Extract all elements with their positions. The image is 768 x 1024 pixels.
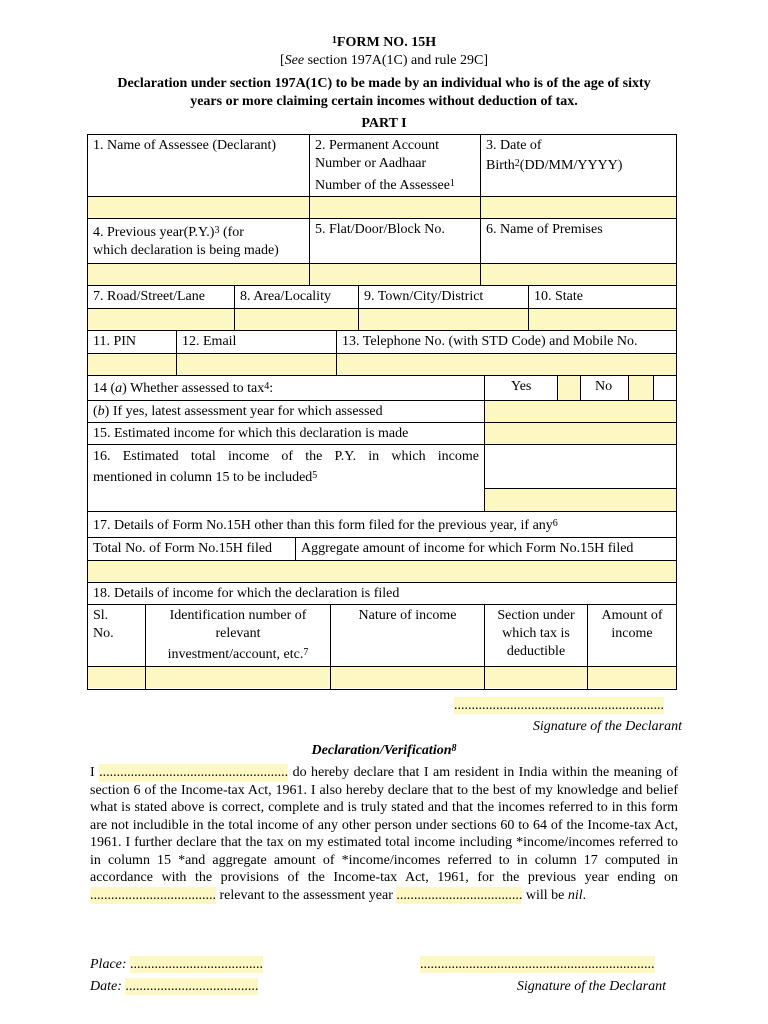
fill-row-4-6[interactable] xyxy=(88,264,676,285)
field-18-label: 18. Details of income for which the declaration is filed xyxy=(93,586,400,601)
signature-label: Signature of the Declarant xyxy=(532,719,682,734)
yes-label: Yes xyxy=(511,379,532,394)
form-reference: [See section 197A(1C) and rule 29C] xyxy=(279,53,489,68)
col-sl-no: Sl. No. xyxy=(93,608,114,641)
fill-row-7-10[interactable] xyxy=(88,309,676,330)
field-17-label: 17. Details of Form No.15H other than this form filed for the previous year, if any$^6$ xyxy=(93,518,558,533)
assessment-year-field[interactable]: .................................... xyxy=(396,887,523,903)
field-2-label: 2. Permanent Account Number or Aadhaar Number of the Assessee$^1$ xyxy=(315,138,455,193)
field-11-label: 11. PIN xyxy=(93,334,137,349)
field-10-label: 10. State xyxy=(534,289,583,304)
yes-checkbox[interactable] xyxy=(557,375,580,400)
no-checkbox[interactable] xyxy=(628,375,653,400)
field-17-aggregate-label: Aggregate amount of income for which Form No.15H filed xyxy=(301,541,634,556)
field-1-label: 1. Name of Assessee (Declarant) xyxy=(93,138,277,153)
place-field[interactable]: ...................................... xyxy=(130,957,264,972)
field-16-label-line2: mentioned in column 15 to be included$^5$ xyxy=(93,470,318,485)
field-8-label: 8. Area/Locality xyxy=(240,289,331,304)
date-row: Date: ...................................... xyxy=(90,979,259,994)
field-17-total-label: Total No. of Form No.15H filed xyxy=(93,541,273,556)
place-row: Place: ...................................... xyxy=(90,957,264,972)
col-section: Section under which tax is deductible xyxy=(497,608,575,659)
field-4-label: 4. Previous $year(P.Y.)^3$ (for which declaration is being made) xyxy=(93,225,279,258)
fill-15[interactable] xyxy=(484,423,676,444)
field-6-label: 6. Name of Premises xyxy=(486,222,603,237)
field-12-label: 12. Email xyxy=(182,334,237,349)
field-5-label: 5. Flat/Door/Block No. xyxy=(315,222,445,237)
col-amount: Amount of income xyxy=(601,608,663,641)
field-7-label: 7. Road/Street/Lane xyxy=(93,289,205,304)
footer-signature-line[interactable]: ................................................................... xyxy=(420,957,655,972)
footer-signature-label: Signature of the Declarant xyxy=(516,979,666,994)
form-title: $^1$FORM NO. 15H xyxy=(331,35,437,50)
fill-17[interactable] xyxy=(88,561,676,582)
field-13-label: 13. Telephone No. (with STD Code) and Mobile No. xyxy=(342,334,638,349)
part-heading: PART I xyxy=(361,116,407,131)
verification-paragraph: I ...................................................... do hereby declare that I am resident in India within the meaning of section 6 of the Income-tax Act, 1961. I also hereby declare that to the best of my knowledge and belief what is stated above is correct, complete and is truly stated and that the incomes referred to in this form are not includible in the total income of any other person under sections 60 to 64 of the Income-tax Act, 1961. I further declare that the tax on my estimated total income including *income/incomes referred to in column 15 *and aggregate amount of *income/incomes referred to in column 17 computed in accordance with the provisions of the Income-tax Act, 1961, for the previous year ending on .................................... relevant to the assessment year .................................... will be nil. xyxy=(90,765,678,903)
declaration-heading-line1: Declaration under section 197A(1C) to be made by an individual who is of the age of sixty xyxy=(117,76,651,91)
no-label: No xyxy=(595,379,613,394)
signature-line[interactable]: ............................................................ xyxy=(454,698,664,713)
verification-title: Declaration/Verification$^8$ xyxy=(311,743,457,758)
declaration-heading-line2: years or more claiming certain incomes without deduction of tax. xyxy=(190,94,578,109)
field-16-label-line1: 16. Estimated total income of the P.Y. in which income xyxy=(93,449,479,464)
fill-14b[interactable] xyxy=(484,400,676,422)
col-nature-of-income: Nature of income xyxy=(358,608,457,623)
previous-year-field[interactable]: .................................... xyxy=(90,887,216,903)
field-9-label: 9. Town/City/District xyxy=(364,289,484,304)
field-3-label: 3. Date of Birth$^2$(DD/MM/YYYY) xyxy=(486,138,623,173)
col-identification: Identification number of relevant investment/account, etc.$^7$ xyxy=(167,608,309,662)
field-14b-label: (b) If yes, latest assessment year for which assessed xyxy=(93,404,383,419)
field-14a-label: 14 (a) Whether assessed to tax$^4$: xyxy=(93,381,274,396)
fill-16[interactable] xyxy=(484,489,676,511)
declarant-name-field[interactable]: ...................................................... xyxy=(99,765,289,780)
date-field[interactable]: ...................................... xyxy=(125,979,259,994)
fill-row-1-3[interactable] xyxy=(88,197,676,218)
field-15-label: 15. Estimated income for which this declaration is made xyxy=(93,426,409,441)
